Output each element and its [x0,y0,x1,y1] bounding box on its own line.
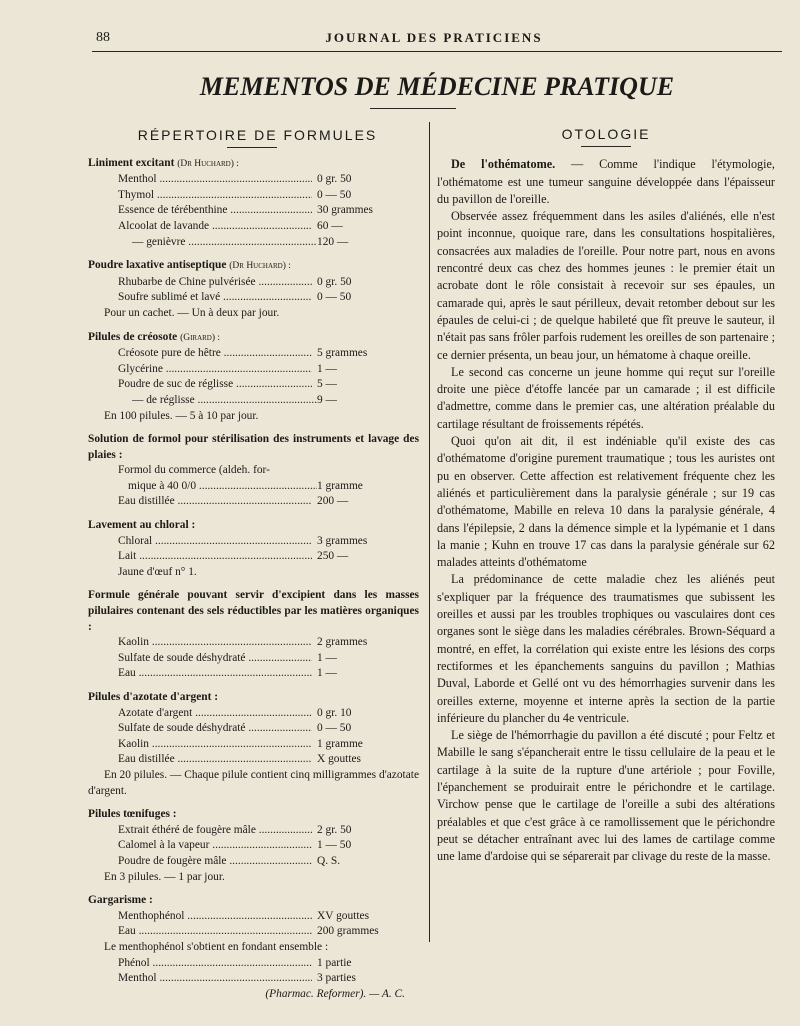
formula-title: Pilules de créosote [88,330,178,343]
formula-row: Eau ..... 200 grammes [84,924,419,940]
paragraph: La prédominance de cette maladie chez les aliénés peut s'expliquer par la fréquence des traumatismes que subissent les oreilles et aussi par les troubles trophiques ou vasculaires dont ces organes sont le siège dans les maladies cérébrales. Brown-Séquard a montré, en effet, la corrélation qui existe entre les lésions des corps rectiformes et les épanchements sanguins du pavillon ; Mathias Duval, Laborde et Gellé ont vu des hémorrhagies survenir dans les oreilles externe, moyenne et interne après la section de la partie inférieure du plancher du 4e ventricule. [437,572,775,725]
article-lead: De l'othématome. [451,157,556,172]
formula-row: Poudre de fougère mâle ..... Q. S. [84,854,419,870]
formula-row: Extrait éthéré de fougère mâle ..... 2 gr. 50 [84,823,419,839]
formula-title: Solution de formol pour stérilisation des instruments et lavage des plaies : [88,433,419,461]
main-title: MEMENTOS DE MÉDECINE PRATIQUE [199,72,675,101]
formula-creosote [84,330,419,425]
formula-row: Créosote pure de hêtre ..... 5 grammes [84,346,419,362]
formula-row: Alcoolat de lavande ..... 60 — [84,219,419,235]
formula-azotate [84,690,419,799]
formula-row: Menthophénol ..... XV gouttes [84,909,419,925]
formula-note: Le menthophénol s'obtient en fondant ensemble : [104,940,329,953]
formula-row: Thymol ..... 0 — 50 [84,188,419,204]
formula-row: Kaolin ..... 1 gramme [84,737,419,753]
formula-row: Menthol ..... 3 parties [84,971,419,987]
formula-excipient [84,588,419,682]
left-column [84,128,419,1002]
formula-row: Poudre de suc de réglisse ..... 5 — [84,377,419,393]
formula-title: Pilules d'azotate d'argent : [88,691,219,703]
formula-row: Lait ..... 250 — [84,549,419,565]
paragraph: Le second cas concerne un jeune homme qui reçut sur l'oreille droite une pièce d'étoffe lancée par un camarade ; il est difficile d'admettre, comme dans le premier cas, une altération préalable du cartilage résultant de froissements répétés. [437,364,775,431]
formula-note: Pour un cachet. — Un à deux par jour. [104,306,280,319]
formula-poudre [84,258,419,321]
formula-row: Essence de térébenthine ..... 30 grammes [84,203,419,219]
formula-taenifuges [84,807,419,885]
formula-row: Sulfate de soude déshydraté ..... 1 — [84,651,419,667]
formulary-heading: RÉPERTOIRE DE FORMULES [137,127,378,143]
formula-gargarisme [84,893,419,1002]
formula-row: Rhubarbe de Chine pulvérisée ..... 0 gr. 50 [84,275,419,291]
paragraph: De l'othématome. — Comme l'indique l'étymologie, l'othématome est une tumeur sanguine développée dans l'épaisseur du pavillon de l'oreille. [437,157,775,206]
formula-row: Eau distillée ..... 200 — [84,494,419,510]
formula-title: Gargarisme : [88,894,153,907]
formula-row: — de réglisse ..... 9 — [84,393,419,409]
formula-liniment [84,156,419,251]
citation: (Pharmac. Reformer). — A. C. [265,987,405,1000]
formula-row: Azotate d'argent ..... 0 gr. 10 [84,706,419,722]
formula-row: Menthol ..... 0 gr. 50 [84,172,419,188]
formula-note: En 3 pilules. — 1 par jour. [104,870,225,883]
formula-author: (Dr Huchard) : [177,158,239,169]
formula-row: Kaolin ..... 2 grammes [84,635,419,651]
formula-row: Calomel à la vapeur ..... 1 — 50 [84,838,419,854]
section-rule [581,146,631,147]
formula-title: Formule générale pouvant servir d'excipient dans les masses pilulaires contenant des sels réductibles par les matières organiques : [88,589,419,633]
formula-row: Glycérine ..... 1 — [84,362,419,378]
formula-row: Soufre sublimé et lavé ..... 0 — 50 [84,290,419,306]
formula-row: Phénol ..... 1 partie [84,956,419,972]
formula-row: Chloral ..... 3 grammes [84,534,419,550]
page-number: 88 [96,30,110,45]
formula-title: Liniment excitant [88,156,175,169]
formula-title: Poudre laxative antiseptique [88,259,227,272]
formula-note: Jaune d'œuf n° 1. [118,565,197,578]
column-divider [429,122,430,942]
formula-row: mique à 40 0/0 ..... 1 gramme [84,479,419,495]
formula-row: — genièvre ..... 120 — [84,235,419,251]
section-rule [227,147,277,148]
title-rule [370,108,456,109]
formula-line: Formol du commerce (aldeh. for- [118,464,270,477]
formula-title: Pilules tœnifuges : [88,808,177,821]
formula-title: Lavement au chloral : [88,519,196,532]
right-column [437,124,775,865]
formula-note: En 20 pilules. — Chaque pilule contient cinq milligrammes d'azotate d'argent. [88,768,419,797]
journal-title: JOURNAL DES PRATICIENS [325,30,543,45]
formula-row: Eau distillée ..... X gouttes [84,752,419,768]
formula-author: (Dr Huchard) : [229,261,291,272]
formula-author: (Girard) : [180,332,221,343]
paragraph: Observée assez fréquemment dans les asiles d'aliénés, elle n'est point inconnue, quoique rare, dans les consultations hospitalières, consacrées aux maladies de l'oreille. Pour notre part, nous en avons rencontré deux cas chez des hommes jeunes : le premier était un acrobate dont le rôle consistait à recevoir sur ses épaules, un camarade qui, après le saut périlleux, devait retomber debout sur les épaules de celui-ci ; de quelque habileté que fît preuve le sauteur, il n'était pas sans frôler parfois rudement les oreilles de son partenaire ; ce dernier présenta, un beau jour, un hématome à chaque oreille. [437,209,775,362]
formula-note: En 100 pilules. — 5 à 10 par jour. [104,409,259,422]
formula-row: Sulfate de soude déshydraté ..... 0 — 50 [84,721,419,737]
paragraph: Quoi qu'on ait dit, il est indéniable qu'il existe des cas d'othématome d'origine purement traumatique ; tous les auristes ont pu en observer. Cette affection est relativement fréquente chez les aliénés et particulièrement dans la paralysie générale ; sur 19 cas d'othématome, Mabille en releva 10 dans la paralysie générale, 4 dans l'épilepsie, 2 dans la démence simple et la lypémanie et 1 dans la manie ; Kuhn en trouve 17 cas dans la paralysie générale sur 62 malades atteints d'othématome [437,434,775,570]
otology-heading: OTOLOGIE [561,126,651,142]
paragraph: Le siège de l'hémorrhagie du pavillon a été discuté ; pour Feltz et Mabille le sang s'épancherait entre le tissu cellulaire de la peau et le cartilage à la suite de la rupture d'une artériole ; pour Foville, l'épanchement se produirait entre le périchondre et le cartilage. Virchow pense que le cartilage de l'oreille a subi des altérations préalables et que c'est grâce à ce ramollissement que le périchondre peut se détacher entraînant avec lui des lames de cartilage comme une lame d'ardoise qui se séparerait par clivage du reste de la masse. [437,728,775,864]
formula-lavement [84,518,419,580]
running-header [92,30,776,50]
header-rule [92,51,782,52]
formula-row: Eau ..... 1 — [84,666,419,682]
formula-formol [84,432,419,510]
